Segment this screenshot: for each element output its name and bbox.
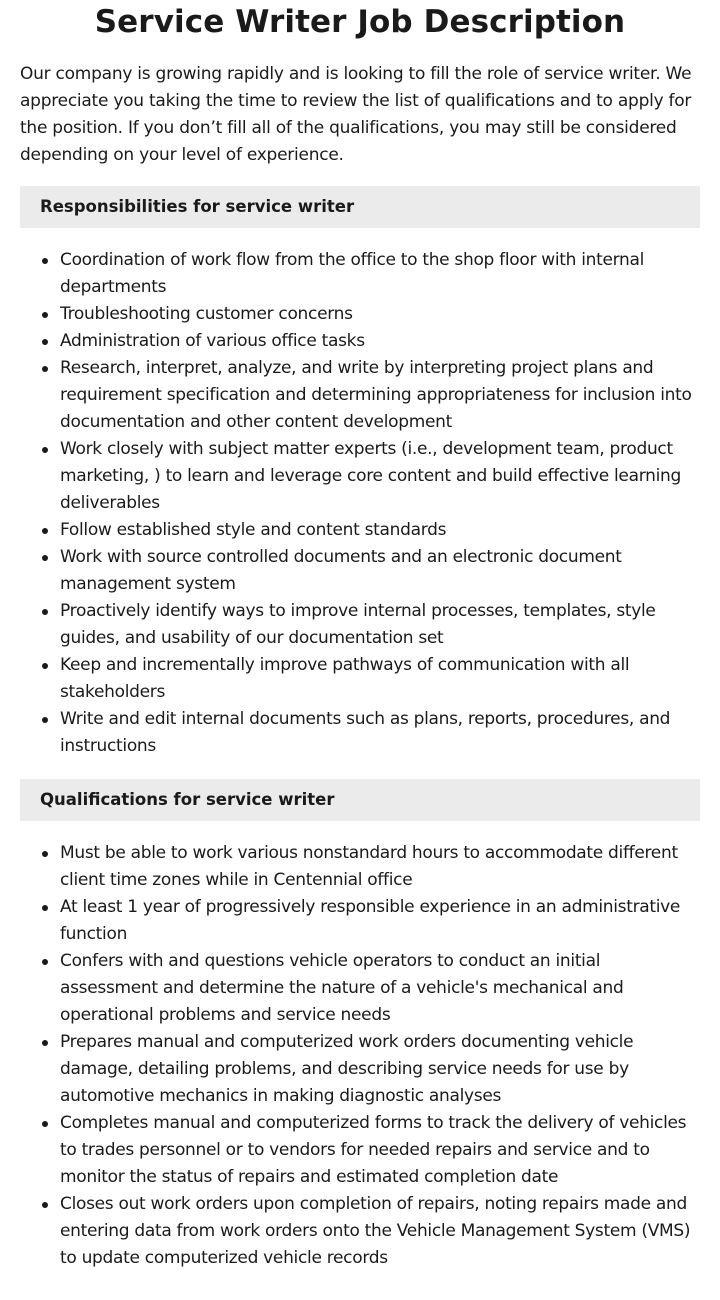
intro-paragraph: Our company is growing rapidly and is looking to fill the role of service writer. We appreciate you taking the time to review the list of qualifications and to apply for the position. If you don’t fill all of the qualifications, you may still be considered depending on your level of experience. xyxy=(20,64,692,165)
qualifications-list xyxy=(20,840,700,1272)
list-item: At least 1 year of progressively responsible experience in an administrative function xyxy=(60,894,700,948)
list-item: Prepares manual and computerized work orders documenting vehicle damage, detailing problems, and describing service needs for use by automotive mechanics in making diagnostic analyses xyxy=(60,1029,700,1110)
list-item: Proactively identify ways to improve internal processes, templates, style guides, and usability of our documentation set xyxy=(60,598,700,652)
qualifications-heading: Qualifications for service writer xyxy=(20,779,700,821)
list-item: Must be able to work various nonstandard hours to accommodate different client time zones while in Centennial office xyxy=(60,840,700,894)
list-item: Follow established style and content standards xyxy=(60,517,700,544)
list-item: Confers with and questions vehicle operators to conduct an initial assessment and determine the nature of a vehicle's mechanical and operational problems and service needs xyxy=(60,948,700,1029)
list-item: Research, interpret, analyze, and write by interpreting project plans and requirement specification and determining appropriateness for inclusion into documentation and other content development xyxy=(60,355,700,436)
page-title: Service Writer Job Description xyxy=(94,4,626,40)
qualifications-section xyxy=(20,779,700,1272)
responsibilities-heading: Responsibilities for service writer xyxy=(20,186,700,228)
responsibilities-list xyxy=(20,247,700,760)
list-item: Troubleshooting customer concerns xyxy=(60,301,700,328)
list-item: Administration of various office tasks xyxy=(60,328,700,355)
list-item: Keep and incrementally improve pathways of communication with all stakeholders xyxy=(60,652,700,706)
list-item: Work closely with subject matter experts (i.e., development team, product marketing, ) to learn and leverage core content and build effective learning deliverables xyxy=(60,436,700,517)
list-item: Coordination of work flow from the office to the shop floor with internal departments xyxy=(60,247,700,301)
list-item: Closes out work orders upon completion of repairs, noting repairs made and entering data from work orders onto the Vehicle Management System (VMS) to update computerized vehicle records xyxy=(60,1191,700,1272)
responsibilities-section xyxy=(20,186,700,760)
list-item: Work with source controlled documents and an electronic document management system xyxy=(60,544,700,598)
list-item: Write and edit internal documents such as plans, reports, procedures, and instructions xyxy=(60,706,700,760)
list-item: Completes manual and computerized forms to track the delivery of vehicles to trades personnel or to vendors for needed repairs and service and to monitor the status of repairs and estimated completion date xyxy=(60,1110,700,1191)
